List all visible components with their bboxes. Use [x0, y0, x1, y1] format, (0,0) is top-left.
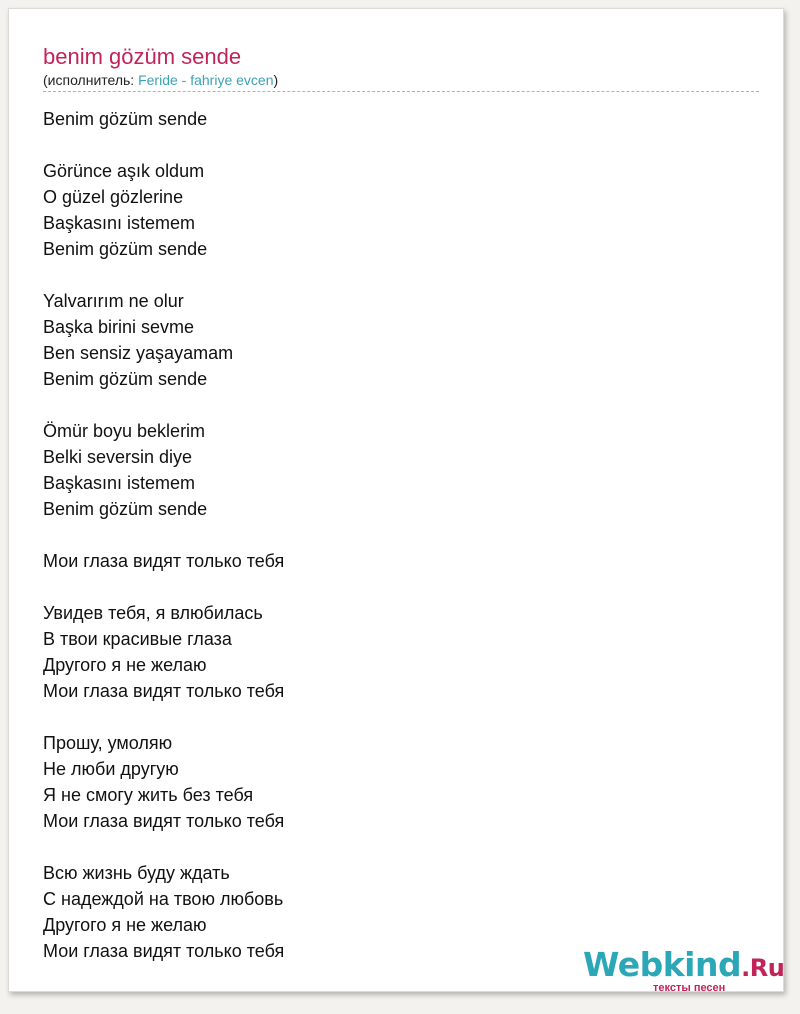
lyrics-line: Всю жизнь буду ждать [43, 863, 230, 883]
lyrics-line: Ben sensiz yaşayamam [43, 343, 234, 363]
lyrics-line: Ömür boyu beklerim [43, 421, 206, 441]
artist-link[interactable]: Feride - fahriye evcen [138, 72, 274, 88]
lyrics-body [43, 106, 743, 990]
lyrics-stanza [43, 106, 743, 132]
song-header [43, 43, 759, 92]
logo-tagline: тексты песен [653, 982, 726, 994]
lyrics-stanza [43, 418, 743, 522]
lyrics-line: В твои красивые глаза [43, 629, 232, 649]
lyrics-line: Мои глаза видят только тебя [43, 941, 285, 961]
lyrics-line: Мои глаза видят только тебя [43, 811, 285, 831]
lyrics-stanza [43, 548, 743, 574]
lyrics-line: Другого я не желаю [43, 655, 207, 675]
logo-tld: .Ru [741, 954, 785, 982]
lyrics-stanza [43, 600, 743, 704]
lyrics-line: Başkasını istemem [43, 473, 196, 493]
lyrics-line: Başka birini sevme [43, 317, 195, 337]
lyrics-line: Belki seversin diye [43, 447, 193, 467]
lyrics-line: Başkasını istemem [43, 213, 196, 233]
lyrics-line: Benim gözüm sende [43, 109, 208, 129]
lyrics-line: Не люби другую [43, 759, 179, 779]
lyrics-line: Мои глаза видят только тебя [43, 681, 285, 701]
lyrics-line: С надеждой на твою любовь [43, 889, 284, 909]
lyrics-line: Увидев тебя, я влюбилась [43, 603, 263, 623]
lyrics-line: Другого я не желаю [43, 915, 207, 935]
lyrics-stanza [43, 288, 743, 392]
lyrics-stanza [43, 158, 743, 262]
lyrics-line: Yalvarırım ne olur [43, 291, 184, 311]
logo-name: Webkind [583, 945, 742, 984]
lyrics-line: Benim gözüm sende [43, 239, 208, 259]
lyrics-line: O güzel gözlerine [43, 187, 184, 207]
artist-prefix: (исполнитель: [43, 72, 139, 88]
lyrics-line: Benim gözüm sende [43, 369, 208, 389]
webkind-logo[interactable] [583, 945, 783, 1005]
lyrics-line: Görünce aşık oldum [43, 161, 205, 181]
artist-line [43, 71, 759, 89]
lyrics-line: Прошу, умоляю [43, 733, 173, 753]
lyrics-card [8, 8, 784, 992]
artist-suffix: ) [273, 72, 279, 88]
lyrics-stanza [43, 730, 743, 834]
lyrics-line: Benim gözüm sende [43, 499, 208, 519]
lyrics-line: Мои глаза видят только тебя [43, 551, 285, 571]
song-title: benim gözüm sende [43, 44, 242, 69]
lyrics-line: Я не смогу жить без тебя [43, 785, 254, 805]
